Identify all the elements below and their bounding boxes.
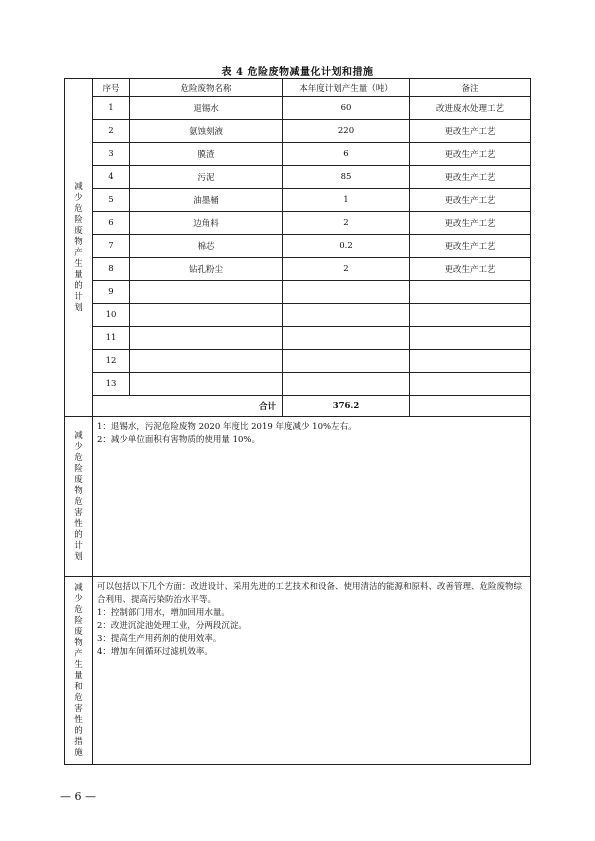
table-row [65, 143, 531, 166]
row-no: 3 [93, 143, 130, 166]
row-note: 更改生产工艺 [410, 235, 531, 258]
table-row [65, 97, 531, 120]
row-no: 8 [93, 258, 130, 281]
row-note: 改进废水处理工艺 [410, 97, 531, 120]
row-note [410, 373, 531, 396]
row-name: 边角料 [130, 212, 283, 235]
row-name [130, 304, 283, 327]
row-no: 5 [93, 189, 130, 212]
row-name: 退锡水 [130, 97, 283, 120]
total-value: 376.2 [283, 396, 410, 417]
row-name: 膜渣 [130, 143, 283, 166]
table-row [65, 189, 531, 212]
page-number: — 6 — [60, 790, 96, 803]
hazardous-waste-table [64, 78, 531, 765]
row-no: 6 [93, 212, 130, 235]
row-note: 更改生产工艺 [410, 258, 531, 281]
table-row [65, 281, 531, 304]
row-amount: 2 [283, 258, 410, 281]
measures-content [93, 577, 531, 765]
row-name [130, 350, 283, 373]
row-amount [283, 281, 410, 304]
row-name [130, 373, 283, 396]
row-note [410, 350, 531, 373]
section-label-reduce-amount: 减少危险废物产生量的计划 [65, 79, 93, 417]
row-no: 13 [93, 373, 130, 396]
row-note [410, 304, 531, 327]
table-row [65, 166, 531, 189]
row-note: 更改生产工艺 [410, 120, 531, 143]
row-name [130, 281, 283, 304]
row-amount [283, 304, 410, 327]
reduce-hazard-content [93, 417, 531, 577]
total-row [65, 396, 531, 417]
row-amount: 60 [283, 97, 410, 120]
total-label: 合计 [93, 396, 283, 417]
row-no: 11 [93, 327, 130, 350]
table-row [65, 350, 531, 373]
row-name: 油墨桶 [130, 189, 283, 212]
header-row [65, 79, 531, 97]
table-row [65, 120, 531, 143]
table-row [65, 327, 531, 350]
measures-row [65, 577, 531, 765]
reduce-hazard-row [65, 417, 531, 577]
reduce-hazard-line: 1：退锡水，污泥危险废物 2020 年度比 2019 年度减少 10%左右。 [97, 422, 357, 432]
measures-line: 2：改进沉淀池处理工业，分两段沉淀。 [97, 621, 247, 631]
row-name: 棉芯 [130, 235, 283, 258]
row-no: 12 [93, 350, 130, 373]
table-row [65, 212, 531, 235]
row-no: 10 [93, 304, 130, 327]
header-name: 危险废物名称 [130, 79, 283, 97]
total-note [410, 396, 531, 417]
header-amount: 本年度计划产生量（吨） [283, 79, 410, 97]
row-amount [283, 327, 410, 350]
row-no: 9 [93, 281, 130, 304]
row-amount: 220 [283, 120, 410, 143]
row-no: 2 [93, 120, 130, 143]
row-name: 污泥 [130, 166, 283, 189]
row-note: 更改生产工艺 [410, 166, 531, 189]
row-no: 1 [93, 97, 130, 120]
header-no: 序号 [93, 79, 130, 97]
measures-line: 3：提高生产用药剂的使用效率。 [97, 634, 222, 644]
row-note: 更改生产工艺 [410, 212, 531, 235]
row-amount [283, 350, 410, 373]
row-amount: 2 [283, 212, 410, 235]
table-row [65, 373, 531, 396]
measures-line: 4：增加车间循环过滤机效率。 [97, 647, 213, 657]
table-row [65, 304, 531, 327]
row-amount: 85 [283, 166, 410, 189]
table-row [65, 258, 531, 281]
row-no: 7 [93, 235, 130, 258]
table-title: 表 4 危险废物减量化计划和措施 [221, 67, 374, 78]
section-label-measures: 减少危险废物产生量和危害性的措施 [65, 577, 93, 765]
row-amount: 0.2 [283, 235, 410, 258]
row-name: 氨蚀刻液 [130, 120, 283, 143]
row-note: 更改生产工艺 [410, 143, 531, 166]
row-amount [283, 373, 410, 396]
row-amount: 6 [283, 143, 410, 166]
row-note: 更改生产工艺 [410, 189, 531, 212]
row-amount: 1 [283, 189, 410, 212]
row-name: 钻孔粉尘 [130, 258, 283, 281]
reduce-hazard-line: 2：减少单位面积有害物质的使用量 10%。 [97, 435, 261, 445]
measures-line: 1：控制部门用水，增加回用水量。 [97, 608, 230, 618]
table-row [65, 235, 531, 258]
row-name [130, 327, 283, 350]
section-label-reduce-hazard: 减少危险废物危害性的计划 [65, 417, 93, 577]
row-no: 4 [93, 166, 130, 189]
measures-line: 可以包括以下几个方面：改进设计、采用先进的工艺技术和设备、使用清洁的能源和原料、改善管理、危险废物综合利用、提高污染防治水平等。 [97, 582, 523, 605]
row-note [410, 327, 531, 350]
row-note [410, 281, 531, 304]
header-note: 备注 [410, 79, 531, 97]
